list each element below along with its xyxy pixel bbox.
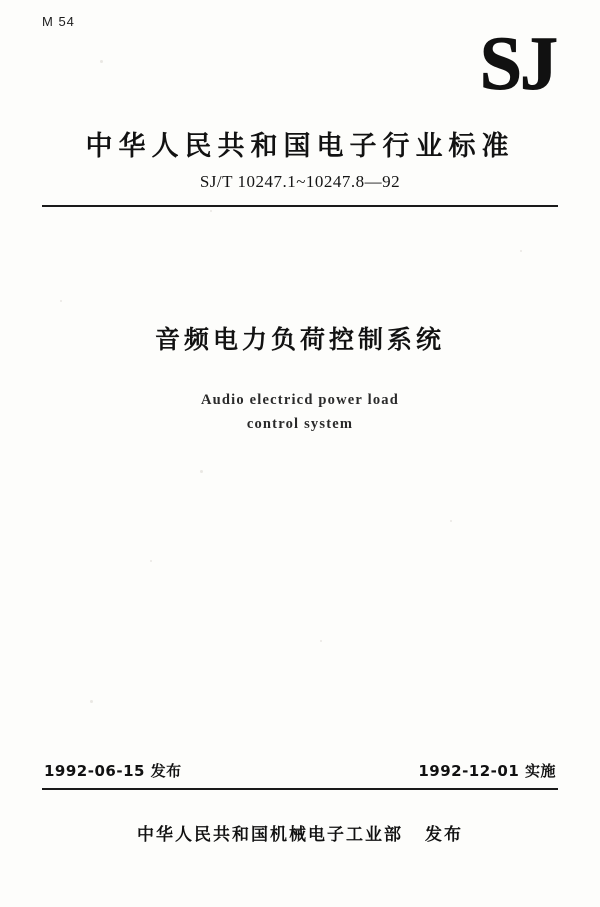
paper-speck <box>210 210 212 212</box>
issue-date: 1992-06-15 发布 <box>44 762 182 780</box>
classification-mark: M 54 <box>42 14 75 29</box>
publisher-line <box>0 820 600 845</box>
paper-speck <box>450 520 452 522</box>
document-title-english <box>0 388 600 436</box>
paper-speck <box>150 560 152 562</box>
document-title-chinese: 音频电力负荷控制系统 <box>154 325 445 354</box>
publisher-verb: 发布 <box>425 825 463 845</box>
standard-org-title: 中华人民共和国电子行业标准 <box>85 131 515 162</box>
paper-speck <box>200 470 203 473</box>
document-title-english-line2: control system <box>246 416 354 432</box>
publisher-name: 中华人民共和国机械电子工业部 <box>137 825 403 845</box>
paper-speck <box>100 60 103 63</box>
effective-date: 1992-12-01 实施 <box>418 762 556 780</box>
paper-speck <box>90 700 93 703</box>
document-title-english-line1: Audio electricd power load <box>200 392 400 408</box>
paper-speck <box>520 250 522 252</box>
header-divider-rule <box>42 205 558 207</box>
sj-logo: SJ <box>479 22 556 106</box>
standard-number: SJ/T 10247.1~10247.8—92 <box>199 172 401 191</box>
paper-speck <box>320 640 322 642</box>
paper-speck <box>60 300 62 302</box>
footer-divider-rule <box>42 788 558 790</box>
